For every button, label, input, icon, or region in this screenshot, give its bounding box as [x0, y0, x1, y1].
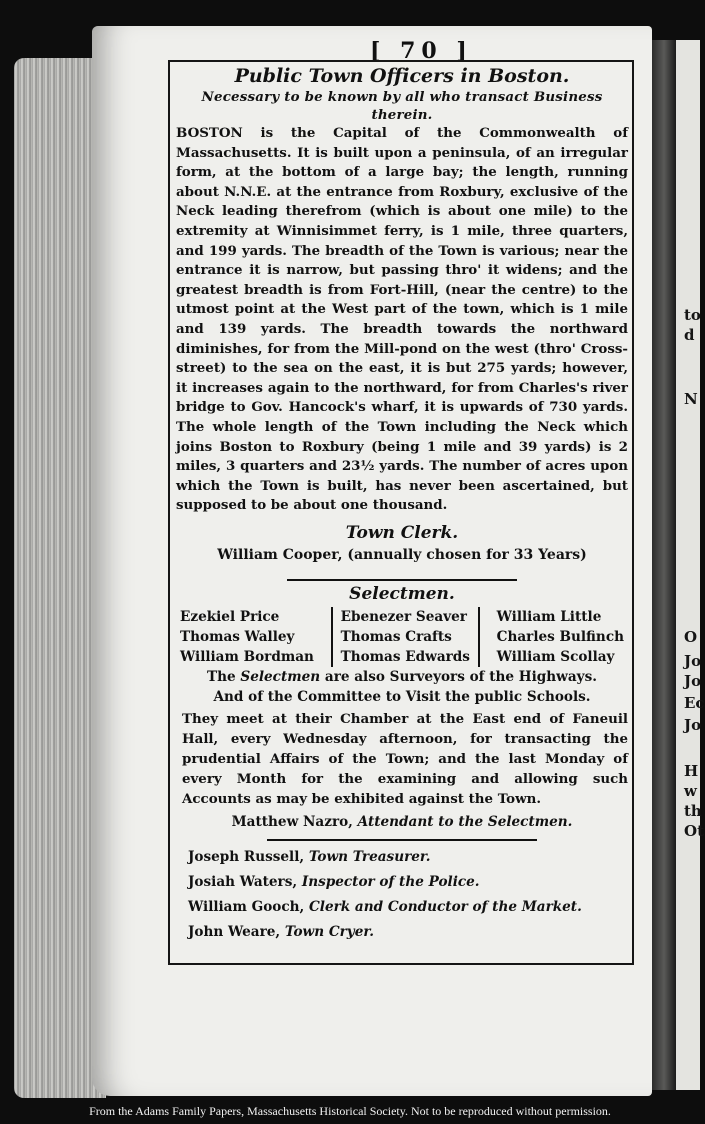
officer-line — [176, 845, 628, 870]
facing-page-fragment: Jo — [684, 716, 702, 734]
selectmen-duty-1: The Selectmen are also Surveyors of the Highways. — [207, 669, 597, 686]
facing-page-fragment: O — [684, 628, 698, 646]
description-paragraph: BOSTON is the Capital of the Commonwealth of Massachusetts. It is built upon a peninsula, of an irregular form, at the bottom of a large bay; the length, running about N.N.E. at the entrance from Roxbury, exclusive of the Neck leading therefrom (which is about one mile) to the extremity at Winnisimmet ferry, is 1 mile, three quarters, and 199 yards. The breadth of the Town is various; near the entrance it is narrow, but passing thro' it widens; and the greatest breadth is from Fort-Hill, (near the centre) to the utmost point at the West part of the town, which is 1 mile and 139 yards. The breadth towards the northward diminishes, for from the Mill-pond on the west (thro' Cross-street) to the sea on the east, it is but 275 yards; however, it increases again to the northward, for from Charles's river bridge to Gov. Hancock's wharf, it is upwards of 730 yards. The whole length of the Town including the Neck which joins Boston to Roxbury (being 1 mile and 39 yards) is 2 miles, 3 quarters and 23½ yards. The number of acres upon which the Town is built, has never been ascertained, but supposed to be about one thousand. — [176, 125, 628, 514]
facing-page — [676, 40, 700, 1090]
list-item: Thomas Edwards — [340, 649, 470, 666]
officer-role: Inspector of the Police. — [301, 874, 480, 891]
facing-page-fragment: Jo — [684, 672, 702, 690]
officer-role: Town Cryer. — [284, 924, 375, 941]
officer-line — [176, 895, 628, 920]
divider — [267, 839, 537, 841]
selectmen-duty-2: And of the Committee to Visit the public Schools. — [213, 689, 591, 706]
text-column — [176, 64, 628, 945]
officer-name: Joseph Russell, — [188, 849, 309, 866]
copyright-footer: From the Adams Family Papers, Massachusetts Historical Society. Not to be reproduced without permission. — [89, 1104, 611, 1118]
officers-list — [176, 845, 628, 945]
officer-role: Clerk and Conductor of the Market. — [308, 899, 582, 916]
list-item: Thomas Crafts — [340, 629, 452, 646]
facing-page-fragment: Ot — [684, 822, 704, 840]
officer-name: John Weare, — [188, 924, 285, 941]
facing-page-fragment: d — [684, 326, 695, 344]
book-gutter — [652, 40, 676, 1090]
list-item: William Bordman — [180, 649, 314, 666]
list-item: Thomas Walley — [180, 629, 295, 646]
facing-page-fragment: th — [684, 802, 702, 820]
attendant-line: Matthew Nazro, Attendant to the Selectmen. — [231, 814, 573, 831]
page-number: [ 70 ] — [370, 38, 473, 64]
officer-name: William Gooch, — [188, 899, 309, 916]
meeting-paragraph: They meet at their Chamber at the East end of Faneuil Hall, every Wednesday afternoon, for transacting the prudential Affairs of the Town; and the last Monday of every Month for the examining and allowing such Accounts as may be exhibited against the Town. — [182, 711, 628, 808]
facing-page-fragment: w — [684, 782, 697, 800]
list-item: Ezekiel Price — [180, 609, 280, 626]
selectmen-heading: Selectmen. — [349, 584, 455, 605]
page-subtitle: Necessary to be known by all who transact Business therein. — [201, 89, 603, 123]
selectmen-list — [176, 607, 628, 667]
officer-name: Josiah Waters, — [188, 874, 302, 891]
facing-page-fragment: Jo — [684, 652, 702, 670]
selectmen-column-3 — [493, 607, 628, 667]
officer-line — [176, 920, 628, 945]
divider — [287, 579, 517, 581]
page-title: Public Town Officers in Boston. — [234, 65, 570, 87]
facing-page-fragment: N — [684, 390, 698, 408]
town-clerk-name: William Cooper, (annually chosen for 33 Years) — [217, 546, 587, 563]
facing-page-fragment: Ec — [684, 694, 705, 712]
officer-role: Town Treasurer. — [308, 849, 431, 866]
facing-page-fragment: to — [684, 306, 701, 324]
town-clerk-heading: Town Clerk. — [345, 522, 459, 543]
list-item: William Scollay — [496, 649, 615, 666]
list-item: Ebenezer Seaver — [340, 609, 467, 626]
list-item: Charles Bulfinch — [496, 629, 624, 646]
facing-page-fragment: H — [684, 762, 699, 780]
list-item: William Little — [496, 609, 602, 626]
selectmen-column-1 — [176, 607, 318, 667]
selectmen-column-2 — [331, 607, 480, 667]
officer-line — [176, 870, 628, 895]
